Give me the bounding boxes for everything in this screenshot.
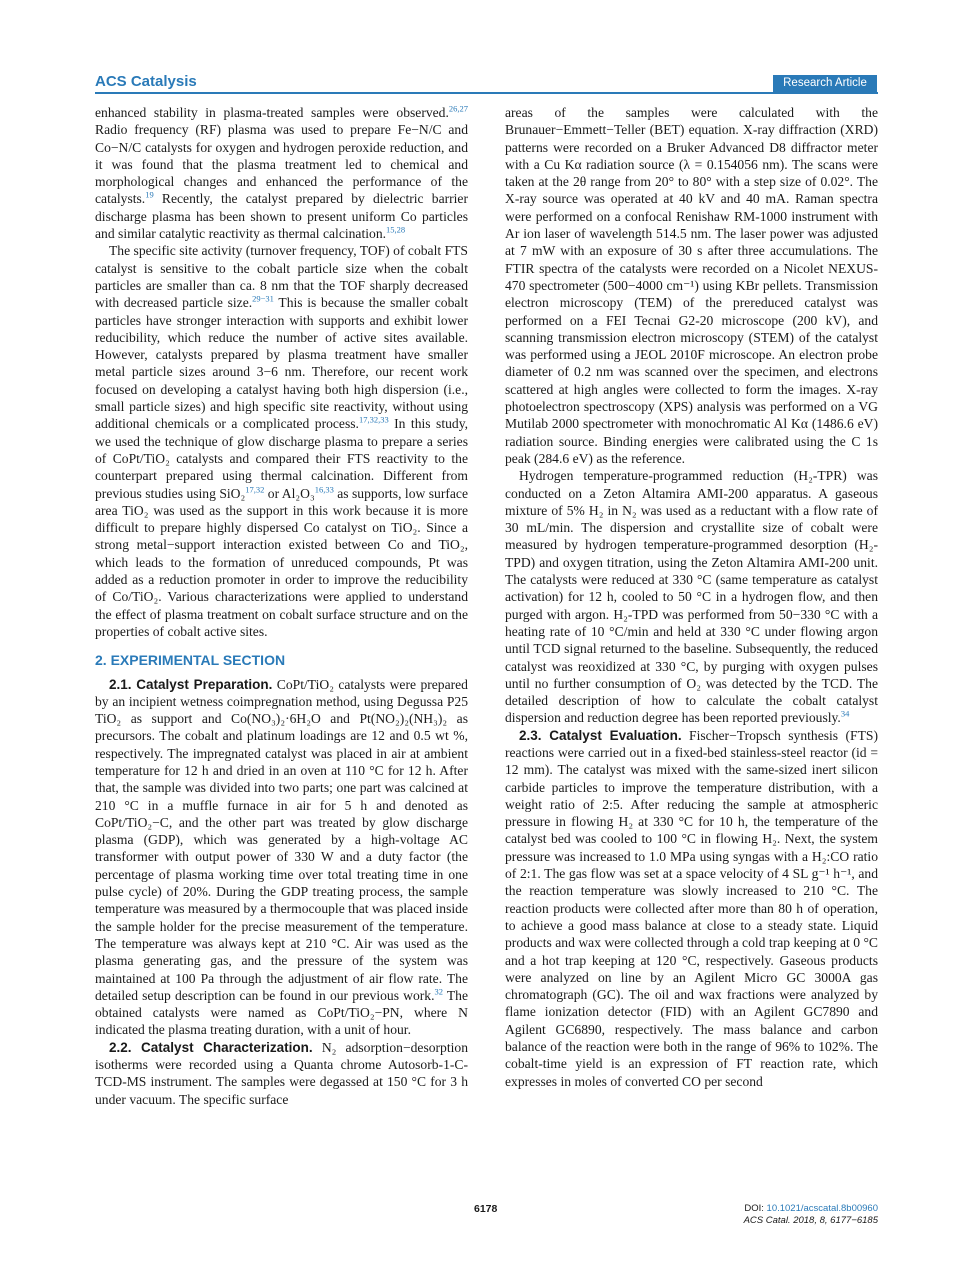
doi-label: DOI: — [744, 1203, 767, 1214]
citation-ref[interactable]: 19 — [145, 189, 154, 200]
paragraph — [505, 467, 878, 726]
text-run: as supports, low surface area TiO₂ was used as the support in this work because it is more difficult to prepare highly dispersed Co catalyst on TiO₂. Since a strong metal−support interaction existed between Co and TiO₂, which leads to the formation of unreduced compounds, Pt was added as a reduction promoter in order to improve the reducibility of Co/TiO₂. Various characterizations were applied to understand the effect of plasma treatment on cobalt surface structure and on the properties of cobalt active sites. — [95, 485, 468, 639]
citation-line: ACS Catal. 2018, 8, 6177−6185 — [743, 1215, 878, 1226]
text-run: The obtained catalysts were named as CoPt/TiO₂−PN, where N indicated the plasma treating duration, with a unit of hour. — [95, 987, 468, 1038]
paragraph — [505, 727, 878, 1090]
citation-ref[interactable]: 34 — [840, 708, 850, 719]
text-run: This is because the smaller cobalt particles have stronger interaction with supports and exhibit lower reducibility, which reduce the number of active sites available. However, catalysts prepared by plasma treatment have smaller metal particle sizes around 3−6 nm. Therefore, our recent work focused on developing a catalyst having both high dispersion (i.e., small particle sizes) and high specific site reactivity, without using additional chemicals or a complicated process. — [95, 295, 468, 432]
subsection-heading: 2.2. Catalyst Characterization. — [109, 1039, 313, 1055]
citation-ref[interactable]: 29−31 — [252, 293, 274, 304]
subsection-heading: 2.3. Catalyst Evaluation. — [519, 727, 682, 743]
left-column — [95, 104, 468, 1108]
paragraph — [505, 104, 878, 467]
text-run: Radio frequency (RF) plasma was used to prepare Fe−N/C and Co−N/C catalysts for oxygen and hydrogen peroxide reduction, and it was found that the plasma treatment led to chemical and morphological changes and enhanced the performance of the catalysts. — [95, 122, 468, 207]
text-run: areas of the samples were calculated with the Brunauer−Emmett−Teller (BET) equation. X-ray diffraction (XRD) patterns were recorded on a Bruker Advanced D8 diffractor meter with a Cu Kα radiation source (λ = 0.154056 nm). The scans were taken at the 2θ range from 20° to 80° with a step size of 0.02°. The X-ray source was operated at 40 kV and 40 mA. Raman spectra were performed on a confocal Renishaw RM-1000 instrument with Ar ion laser of wavelength 514.5 nm. The laser power was adjusted at 7 mW with an exposure of 30 s after three accumulations. The FTIR spectra of the catalysts were recorded on a Nicolet NEXUS-470 spectrometer (500−4000 cm⁻¹) using KBr pellets. Transmission electron microscopy (TEM) of the prereduced catalyst was performed on a FEI Tecnai G2-20 microscope (200 kV), and scanning transmission electron microscopy (STEM) of the catalyst was performed using a JEOL 2010F microscope. An electron probe diameter of 0.2 nm was scanned over the specimen, and electrons scattered at high angles were collected to form the images. X-ray photoelectron spectroscopy (XPS) analysis was performed on a VG Mutilab 2000 spectrometer with monochromatic Al Kα (1486.6 eV) radiation source. Binding energies were calibrated using the C 1s peak (284.6 eV) as the reference. — [505, 105, 878, 466]
doi-line — [744, 1203, 878, 1215]
text-run: enhanced stability in plasma-treated samples were observed. — [95, 105, 449, 120]
section-title: 2. EXPERIMENTAL SECTION — [95, 652, 286, 669]
subsection-heading: 2.1. Catalyst Preparation. — [109, 676, 273, 692]
text-run: or Al₂O₃ — [264, 485, 315, 501]
text-run: Recently, the catalyst prepared by dielectric barrier discharge plasma has been shown to present uniform Co particles and similar catalytic reactivity as thermal calcination. — [95, 191, 468, 242]
paragraph — [95, 1039, 468, 1108]
citation-ref[interactable]: 16,33 — [314, 484, 334, 494]
citation-ref[interactable]: 15,28 — [386, 224, 406, 235]
citation-ref[interactable]: 17,32 — [245, 484, 265, 494]
text-run: The specific site activity (turnover frequency, TOF) of cobalt FTS catalyst is sensitive to the cobalt particle size when the cobalt particles are smaller than ca. 8 nm that the TOF sharply decreased with decreased particle size. — [95, 243, 468, 311]
page-number: 6178 — [474, 1203, 498, 1215]
paragraph — [95, 104, 468, 242]
text-run: Fischer−Tropsch synthesis (FTS) reactions were carried out in a fixed-bed stainless-steel reactor (id = 12 mm). The catalyst was mixed with the same-sized inert silicon carbide particles to improve the temperature distribution, with a weight ratio of 2:5. After reducing the sample at atmospheric pressure in flowing H₂ at 330 °C for 10 h, the temperature of the catalyst bed was cooled to 100 °C in flowing H₂. Next, the system pressure was increased to 1.0 MPa using syngas with a H₂:CO ratio of 2:1. The gas flow was set at a space velocity of 4 SL g⁻¹ h⁻¹, and the reaction temperature was slowly increased to 210 °C. The reaction products were collected after more than 80 h of operation, to achieve a good mass balance at close to a steady state. Liquid products and wax were collected through a cold trap keeping at 0 °C and a hot trap keeping at 120 °C, respectively. Gaseous products were analyzed on line by an Agilent Micro GC 3000A gas chromatograph (GC). The oil and wax fractions were analyzed by flame ionization detector (FID) with an Agilent GC7890 and Agilent GC6890, respectively. The mass balance and carbon balance of the reaction were both in the range of 96% to 102%. The cobalt-time yield is an expression of FT reaction rate, which expresses in moles of converted CO per second — [505, 727, 878, 1089]
paragraph — [95, 676, 468, 1039]
header-rule — [95, 92, 878, 94]
citation-ref[interactable]: 17,32,33 — [358, 414, 389, 425]
journal-name: ACS Catalysis — [95, 73, 197, 90]
text-run: N₂ adsorption−desorption isotherms were recorded using a Quanta chrome Autosorb-1-C-TCD-MS instrument. The samples were degassed at 150 °C for 3 h under vacuum. The specific surface — [95, 1039, 468, 1107]
doi-link[interactable]: 10.1021/acscatal.8b00960 — [766, 1203, 878, 1214]
doi-block — [744, 1203, 878, 1227]
right-column — [505, 104, 878, 1090]
citation-ref[interactable]: 26,27 — [448, 103, 468, 114]
text-run: CoPt/TiO₂ catalysts were prepared by an incipient wetness coimpregnation method, using Degussa P25 TiO₂ as support and Co(NO₃)₂·6H₂O and Pt(NO₂)₂(NH₃)₂ as precursors. The cobalt and platinum loadings are 12 and 0.5 wt %, respectively. The impregnated catalyst was placed in air at ambient temperature for 12 h and dried in an oven at 110 °C for 12 h. After that, the sample was divided into two parts; one part was calcined at 210 °C in a muffle furnace in air for 5 h and denoted as CoPt/TiO₂−C, and the other part was treated by glow discharge plasma (GDP), which was generated by a high-voltage AC transformer with output power of 330 W and a duty factor (the percentage of plasma working time over total treating time in one pulse cycle) of 20%. During the GDP treating process, the sample temperature was measured by a thermocouple that was placed inside the sample holder for the precise measurement of the temperature. The temperature was always kept at 210 °C. Air was used as the plasma generating gas, and the pressure of the system was maintained at 100 Pa through the adjustment of air flow rate. The detailed setup description can be found in our previous work. — [95, 676, 468, 1003]
article-type-badge: Research Article — [773, 75, 877, 92]
paragraph — [95, 242, 468, 640]
citation-ref[interactable]: 32 — [434, 986, 443, 997]
text-run: Hydrogen temperature-programmed reduction (H₂-TPR) was conducted on a Zeton Altamira AMI-200 apparatus. A gaseous mixture of 5% H₂ in N₂ was used as a reductant with a flow rate of 30 mL/min. The dispersion and crystallite size of cobalt were measured by hydrogen temperature-programmed desorption (H₂-TPD) and oxygen titration, using the Zeton Altamira AMI-200 unit. The catalysts were reduced at 330 °C (same temperature as catalyst activation) for 12 h, cooled to 50 °C in a hydrogen flow, and then purged with argon. H₂-TPD was performed from 50−330 °C with a heating rate of 10 °C/min and held at 330 °C under flowing argon until TCD signal returned to the baseline. Subsequently, the reduced catalyst was reoxidized at 330 °C, by purging with oxygen pulses until no further consumption of O₂ was detected by the TCD. The detailed description of how to calculate the cobalt catalyst dispersion and reduction degree has been reported previously. — [505, 468, 878, 726]
text-run: In this study, we used the technique of glow discharge plasma to prepare a series of CoPt/TiO₂ catalysts and compared their FTS reactivity to the counterpart prepared using thermal calcination. Different from previous studies using SiO₂ — [95, 416, 469, 501]
